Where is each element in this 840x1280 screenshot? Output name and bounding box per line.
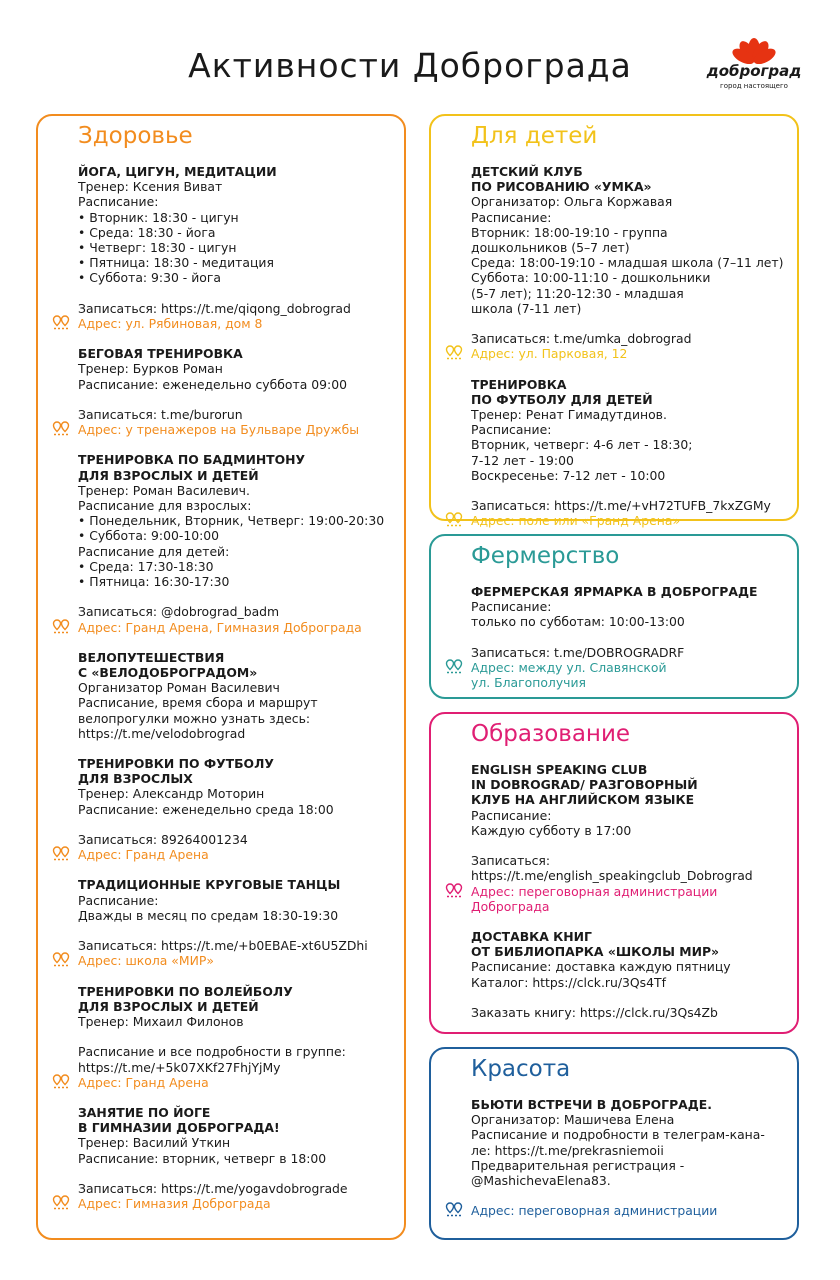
activity-item bbox=[471, 1097, 789, 1219]
activity-detail: Расписание: bbox=[471, 422, 552, 438]
location-pin-icon bbox=[52, 1074, 72, 1090]
spacer bbox=[78, 589, 396, 604]
address-text: Доброграда bbox=[471, 898, 550, 914]
address-text: Адрес: поле или «Гранд Арена» bbox=[471, 513, 681, 529]
page-title: Активности Доброграда bbox=[188, 46, 632, 85]
activity-title: ТРАДИЦИОННЫЕ КРУГОВЫЕ ТАНЦЫ bbox=[78, 877, 341, 893]
activity-title: ТРЕНИРОВКИ ПО ВОЛЕЙБОЛУ bbox=[78, 983, 293, 999]
activity-address bbox=[471, 1203, 789, 1218]
address-text: Адрес: школа «МИР» bbox=[78, 953, 214, 969]
activity-detail: Предварительная регистрация - bbox=[471, 1157, 685, 1173]
spacer bbox=[471, 1188, 789, 1203]
spacer bbox=[471, 316, 789, 331]
activity-address bbox=[78, 847, 396, 862]
activity-item bbox=[78, 1105, 396, 1211]
location-pin-icon bbox=[445, 512, 465, 528]
activity-address bbox=[78, 1196, 396, 1211]
address-text: ул. Благополучия bbox=[471, 675, 586, 691]
activity-detail: Расписание: bbox=[471, 599, 552, 615]
activity-detail: Расписание: еженедельно суббота 09:00 bbox=[78, 376, 347, 392]
address-text: Адрес: переговорная администрации bbox=[471, 883, 718, 899]
address-text: Адрес: Гранд Арена bbox=[78, 847, 209, 863]
address-text: Адрес: между ул. Славянской bbox=[471, 660, 667, 675]
activity-detail: • Суббота: 9:00-10:00 bbox=[78, 528, 220, 544]
location-pin-icon bbox=[52, 952, 72, 968]
health-section bbox=[36, 114, 406, 1240]
activity-detail: • Понедельник, Вторник, Четверг: 19:00-20:30 bbox=[78, 513, 385, 529]
activity-title: ОТ БИБЛИОПАРКА «ШКОЛЫ МИР» bbox=[471, 944, 720, 960]
activity-detail: • Среда: 17:30-18:30 bbox=[78, 558, 214, 574]
activity-detail: Дважды в месяц по средам 18:30-19:30 bbox=[78, 907, 339, 923]
section-title: Образование bbox=[471, 721, 631, 747]
spacer bbox=[78, 1029, 396, 1044]
activity-title: ТРЕНИРОВКА bbox=[471, 376, 567, 392]
activity-item bbox=[471, 762, 789, 914]
activity-detail: Записаться: https://t.me/+b0EBAE-xt6U5ZDhi bbox=[78, 938, 368, 954]
address-text: Адрес: у тренажеров на Бульваре Дружбы bbox=[78, 422, 360, 438]
kids-section bbox=[429, 114, 799, 529]
activity-address bbox=[471, 660, 789, 690]
activity-detail: • Суббота: 9:30 - йога bbox=[78, 270, 221, 286]
activity-detail: Тренер: Михаил Филонов bbox=[78, 1014, 244, 1030]
spacer bbox=[78, 1166, 396, 1181]
activity-address bbox=[78, 620, 396, 635]
activity-address bbox=[471, 884, 789, 914]
activity-detail: Каждую субботу в 17:00 bbox=[471, 822, 632, 838]
activity-title: ТРЕНИРОВКИ ПО ФУТБОЛУ bbox=[78, 756, 274, 772]
activity-detail: • Среда: 18:30 - йога bbox=[78, 224, 216, 240]
activity-title: ДЛЯ ВЗРОСЛЫХ И ДЕТЕЙ bbox=[78, 467, 259, 483]
activity-address bbox=[78, 1075, 396, 1090]
activity-detail: @MashichevaElena83. bbox=[471, 1173, 611, 1189]
spacer bbox=[78, 817, 396, 832]
activity-item bbox=[78, 877, 396, 968]
location-pin-icon bbox=[445, 883, 465, 899]
activity-detail: https://t.me/+5k07XKf27FhjYjMy bbox=[78, 1059, 281, 1075]
activity-detail: Записаться: https://t.me/+vH72TUFB_7kxZGMy bbox=[471, 498, 771, 514]
activity-title: ФЕРМЕРСКАЯ ЯРМАРКА В ДОБРОГРАДЕ bbox=[471, 584, 758, 599]
activity-detail: 7-12 лет - 19:00 bbox=[471, 452, 574, 468]
activity-title: ДЛЯ ВЗРОСЛЫХ И ДЕТЕЙ bbox=[78, 998, 259, 1014]
address-text: Адрес: Гимназия Доброграда bbox=[78, 1196, 271, 1212]
activity-detail: Расписание и все подробности в группе: bbox=[78, 1044, 346, 1060]
logo-tagline: город настоящего bbox=[720, 82, 788, 90]
activity-detail: Организатор Роман Василевич bbox=[78, 680, 280, 696]
activity-title: КЛУБ НА АНГЛИЙСКОМ ЯЗЫКЕ bbox=[471, 792, 695, 808]
activity-detail: Расписание: вторник, четверг в 18:00 bbox=[78, 1150, 327, 1166]
location-pin-icon bbox=[445, 659, 465, 675]
activity-title: IN DOBROGRAD/ РАЗГОВОРНЫЙ bbox=[471, 777, 698, 793]
activity-detail: https://t.me/english_speakingclub_Dobrograd bbox=[471, 868, 753, 884]
spacer bbox=[471, 630, 789, 645]
activity-detail: школа (7-11 лет) bbox=[471, 300, 582, 316]
activity-detail: Расписание и подробности в телеграм-кана- bbox=[471, 1127, 765, 1143]
section-title: Красота bbox=[471, 1056, 571, 1082]
activity-item bbox=[78, 164, 396, 331]
activity-item bbox=[471, 377, 789, 529]
activity-address bbox=[471, 513, 789, 528]
activity-title: ENGLISH SPEAKING CLUB bbox=[471, 762, 648, 777]
activity-detail: Тренер: Ренат Гимадутдинов. bbox=[471, 407, 667, 423]
activity-item bbox=[471, 584, 789, 690]
activity-item bbox=[78, 984, 396, 1090]
activity-detail: Тренер: Александр Моторин bbox=[78, 786, 265, 802]
activity-title: БЬЮТИ ВСТРЕЧИ В ДОБРОГРАДЕ. bbox=[471, 1097, 712, 1112]
logo-name: доброград bbox=[706, 62, 802, 80]
activity-detail: Записаться: t.me/DOBROGRADRF bbox=[471, 644, 685, 660]
activity-title: С «ВЕЛОДОБРОГРАДОМ» bbox=[78, 665, 258, 681]
activity-detail: велопрогулки можно узнать здесь: bbox=[78, 710, 311, 726]
activity-detail: • Пятница: 18:30 - медитация bbox=[78, 255, 274, 271]
activity-address bbox=[471, 346, 789, 361]
activity-detail: Вторник: 18:00-19:10 - группа bbox=[471, 224, 668, 240]
activity-detail: Тренер: Ксения Виват bbox=[78, 179, 223, 195]
address-text: Адрес: Гранд Арена, Гимназия Доброграда bbox=[78, 619, 362, 635]
activity-title: ДЛЯ ВЗРОСЛЫХ bbox=[78, 771, 193, 787]
activity-detail: Среда: 18:00-19:10 - младшая школа (7–11 лет) bbox=[471, 255, 784, 271]
activity-title: БЕГОВАЯ ТРЕНИРОВКА bbox=[78, 346, 243, 362]
section-title: Фермерство bbox=[471, 543, 620, 569]
location-pin-icon bbox=[52, 619, 72, 635]
activity-address bbox=[78, 953, 396, 968]
activity-item bbox=[78, 756, 396, 862]
activity-detail: Вторник, четверг: 4-6 лет - 18:30; bbox=[471, 437, 693, 453]
address-text: Адрес: ул. Парковая, 12 bbox=[471, 346, 628, 362]
address-text: Адрес: переговорная администрации bbox=[471, 1203, 718, 1219]
activity-title: ДОСТАВКА КНИГ bbox=[471, 929, 592, 945]
activity-title: ЙОГА, ЦИГУН, МЕДИТАЦИИ bbox=[78, 164, 277, 179]
activity-detail: Тренер: Бурков Роман bbox=[78, 361, 223, 377]
activity-detail: Расписание, время сбора и маршрут bbox=[78, 695, 318, 711]
activity-detail: Записаться: 89264001234 bbox=[78, 832, 248, 848]
activity-item bbox=[471, 164, 789, 362]
section-title: Для детей bbox=[471, 123, 598, 149]
activity-detail: Суббота: 10:00-11:10 - дошкольники bbox=[471, 270, 711, 286]
activity-detail: Расписание: bbox=[471, 209, 552, 225]
activity-title: В ГИМНАЗИИ ДОБРОГРАДА! bbox=[78, 1120, 280, 1136]
activity-title: ПО РИСОВАНИЮ «УМКА» bbox=[471, 179, 652, 195]
address-text: Адрес: ул. Рябиновая, дом 8 bbox=[78, 316, 263, 332]
activity-detail: Расписание для взрослых: bbox=[78, 498, 252, 514]
activity-detail: • Четверг: 18:30 - цигун bbox=[78, 240, 237, 256]
dobrograd-logo bbox=[704, 36, 804, 96]
activity-detail: Расписание для детей: bbox=[78, 543, 230, 559]
location-pin-icon bbox=[445, 345, 465, 361]
location-pin-icon bbox=[52, 1195, 72, 1211]
activity-detail: Тренер: Василий Уткин bbox=[78, 1135, 231, 1151]
activity-title: ЗАНЯТИЕ ПО ЙОГЕ bbox=[78, 1105, 211, 1121]
flower-icon bbox=[704, 36, 804, 64]
location-pin-icon bbox=[52, 846, 72, 862]
activity-detail: Записаться: t.me/umka_dobrograd bbox=[471, 331, 692, 347]
activity-detail: Тренер: Роман Василевич. bbox=[78, 482, 250, 498]
activity-item bbox=[78, 346, 396, 437]
location-pin-icon bbox=[52, 421, 72, 437]
education-section bbox=[429, 712, 799, 1034]
activity-item bbox=[471, 929, 789, 1020]
activity-detail: • Вторник: 18:30 - цигун bbox=[78, 209, 239, 225]
activity-item bbox=[78, 452, 396, 634]
activity-detail: Расписание: еженедельно среда 18:00 bbox=[78, 801, 334, 817]
activity-item bbox=[78, 650, 396, 741]
activity-detail: Записаться: https://t.me/yogavdobrograde bbox=[78, 1181, 348, 1197]
activity-detail: Расписание: доставка каждую пятницу bbox=[471, 959, 731, 975]
beauty-section bbox=[429, 1047, 799, 1240]
activity-address bbox=[78, 316, 396, 331]
activity-detail: • Пятница: 16:30-17:30 bbox=[78, 574, 230, 590]
activity-address bbox=[78, 422, 396, 437]
activity-detail: Каталог: https://clck.ru/3Qs4Tf bbox=[471, 974, 666, 990]
address-text: Адрес: Гранд Арена bbox=[78, 1074, 209, 1090]
spacer bbox=[471, 990, 789, 1005]
activity-title: ПО ФУТБОЛУ ДЛЯ ДЕТЕЙ bbox=[471, 391, 653, 407]
spacer bbox=[471, 838, 789, 853]
activity-title: ДЕТСКИЙ КЛУБ bbox=[471, 164, 583, 179]
section-title: Здоровье bbox=[78, 123, 193, 149]
farming-section bbox=[429, 534, 799, 699]
activity-title: ВЕЛОПУТЕШЕСТВИЯ bbox=[78, 649, 225, 665]
activity-detail: Расписание: bbox=[78, 194, 159, 210]
activity-detail: Записаться: @dobrograd_badm bbox=[78, 604, 280, 620]
spacer bbox=[78, 392, 396, 407]
spacer bbox=[78, 286, 396, 301]
spacer bbox=[78, 923, 396, 938]
activity-detail: Записаться: bbox=[471, 853, 551, 869]
activity-detail: ле: https://t.me/prekrasniemoii bbox=[471, 1142, 664, 1158]
location-pin-icon bbox=[52, 315, 72, 331]
activity-detail: (5-7 лет); 11:20-12:30 - младшая bbox=[471, 285, 684, 301]
activity-detail: https://t.me/velodobrograd bbox=[78, 725, 246, 741]
activity-detail: Организатор: Машичева Елена bbox=[471, 1112, 675, 1128]
activity-detail: Записаться: t.me/burorun bbox=[78, 407, 243, 423]
spacer bbox=[471, 483, 789, 498]
activity-detail: Заказать книгу: https://clck.ru/3Qs4Zb bbox=[471, 1005, 718, 1021]
activity-detail: Записаться: https://t.me/qiqong_dobrograd bbox=[78, 300, 351, 316]
activity-detail: Расписание: bbox=[78, 892, 159, 908]
activity-detail: только по субботам: 10:00-13:00 bbox=[471, 614, 685, 630]
activity-detail: Воскресенье: 7-12 лет - 10:00 bbox=[471, 467, 666, 483]
activity-detail: Организатор: Ольга Коржавая bbox=[471, 194, 673, 210]
activity-title: ТРЕНИРОВКА ПО БАДМИНТОНУ bbox=[78, 452, 306, 468]
activity-detail: Расписание: bbox=[471, 807, 552, 823]
location-pin-icon bbox=[445, 1202, 465, 1218]
activity-detail: дошкольников (5–7 лет) bbox=[471, 240, 630, 256]
